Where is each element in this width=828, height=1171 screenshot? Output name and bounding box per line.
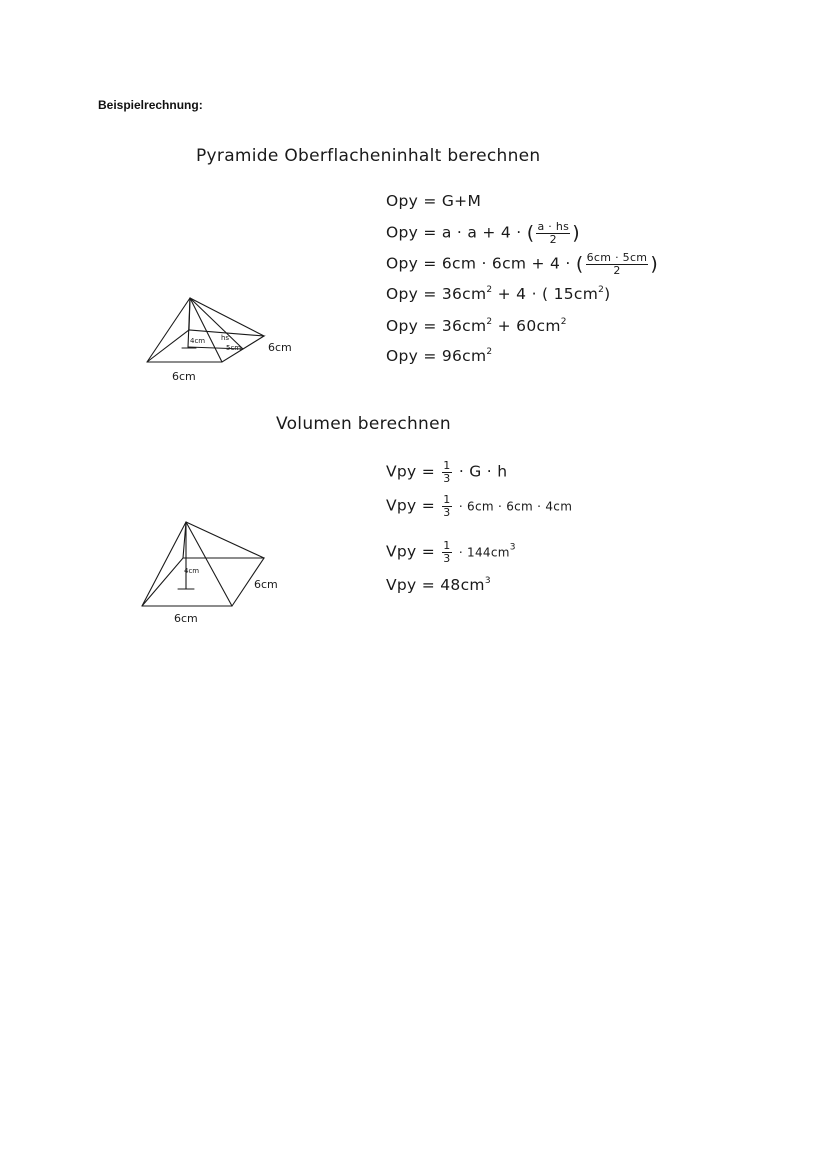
fraction-numerator: 1 [443,493,451,506]
fraction-numerator: 1 [443,539,451,552]
pyramid-edge [147,298,190,362]
fraction [586,252,649,276]
base-label: 6cm [172,370,196,383]
exponent: 2 [486,347,493,357]
pyramid-edge [186,522,264,558]
paren-open: ( [526,222,535,245]
base-label: 6cm [174,612,198,625]
fraction-denominator: 3 [443,471,451,485]
fraction-numerator: 1 [443,459,451,472]
slant-value-label: 5cm [226,344,242,352]
fraction [442,540,451,564]
formula-text: Vpy = [386,542,436,561]
fraction [442,460,451,484]
formula-text: Opy = 96cm [386,347,487,365]
formula-text: · 144cm [458,545,510,560]
volume-heading: Volumen berechnen [276,414,451,434]
paren-open: ( [575,253,584,276]
pyramid-edge [186,522,232,606]
formula-text: Opy = 36cm [386,317,487,335]
paren-close: ) [650,253,659,276]
exponent: 3 [509,542,516,553]
surface-formula-1 [386,192,481,210]
formula-text: Opy = 36cm [386,285,487,303]
volume-formula-4 [386,576,491,594]
volume-formula-2 [386,494,572,518]
paren-close: ) [572,222,580,245]
exponent: 2 [560,317,567,327]
surface-formula-2 [386,221,580,245]
fraction [536,221,570,245]
volume-formula-1 [386,460,507,484]
pyramid-base [142,558,264,606]
height-label: 4cm [190,337,206,345]
volume-formula-3 [386,540,516,564]
formula-text: · G · h [458,462,508,481]
surface-heading: Pyramide Oberflacheninhalt berechnen [196,146,541,166]
exponent: 2 [598,285,605,295]
exponent: 2 [486,317,493,327]
formula-text: + 60cm [492,317,561,335]
fraction-numerator: 6cm · 5cm [586,251,648,264]
formula-text: Opy = G+M [386,192,482,210]
surface-formula-6 [386,347,492,365]
surface-formula-3 [386,252,658,276]
formula-text: + 4 · ( 15cm [492,285,599,303]
document-title: Beispielrechnung: [98,98,203,112]
pyramid-base [147,330,264,362]
fraction-denominator: 3 [443,505,451,519]
fraction-numerator: a · hs [537,220,570,233]
height-label: 4cm [184,567,200,575]
formula-text: Opy = a · a + 4 · [386,223,522,242]
formula-text: Vpy = [386,496,436,515]
formula-text: Vpy = [386,462,436,481]
fraction [442,494,451,518]
formula-text: Vpy = 48cm [386,576,485,594]
exponent: 2 [486,285,493,295]
pyramid-figure-volume [136,518,268,610]
fraction-denominator: 3 [443,551,451,565]
formula-text: ) [604,285,611,303]
formula-text: · 6cm · 6cm · 4cm [458,499,573,514]
pyramid-edge [190,298,264,336]
slant-label: hs [221,334,230,342]
fraction-denominator: 2 [613,263,621,277]
pyramid-edge [142,522,186,606]
fraction-denominator: 2 [549,232,557,246]
pyramid-figure-surface [140,292,270,364]
side-label: 6cm [254,578,278,591]
formula-text: Opy = 6cm · 6cm + 4 · [386,254,571,273]
surface-formula-4 [386,285,611,303]
surface-formula-5 [386,317,567,335]
side-label: 6cm [268,341,292,354]
exponent: 3 [484,576,491,586]
